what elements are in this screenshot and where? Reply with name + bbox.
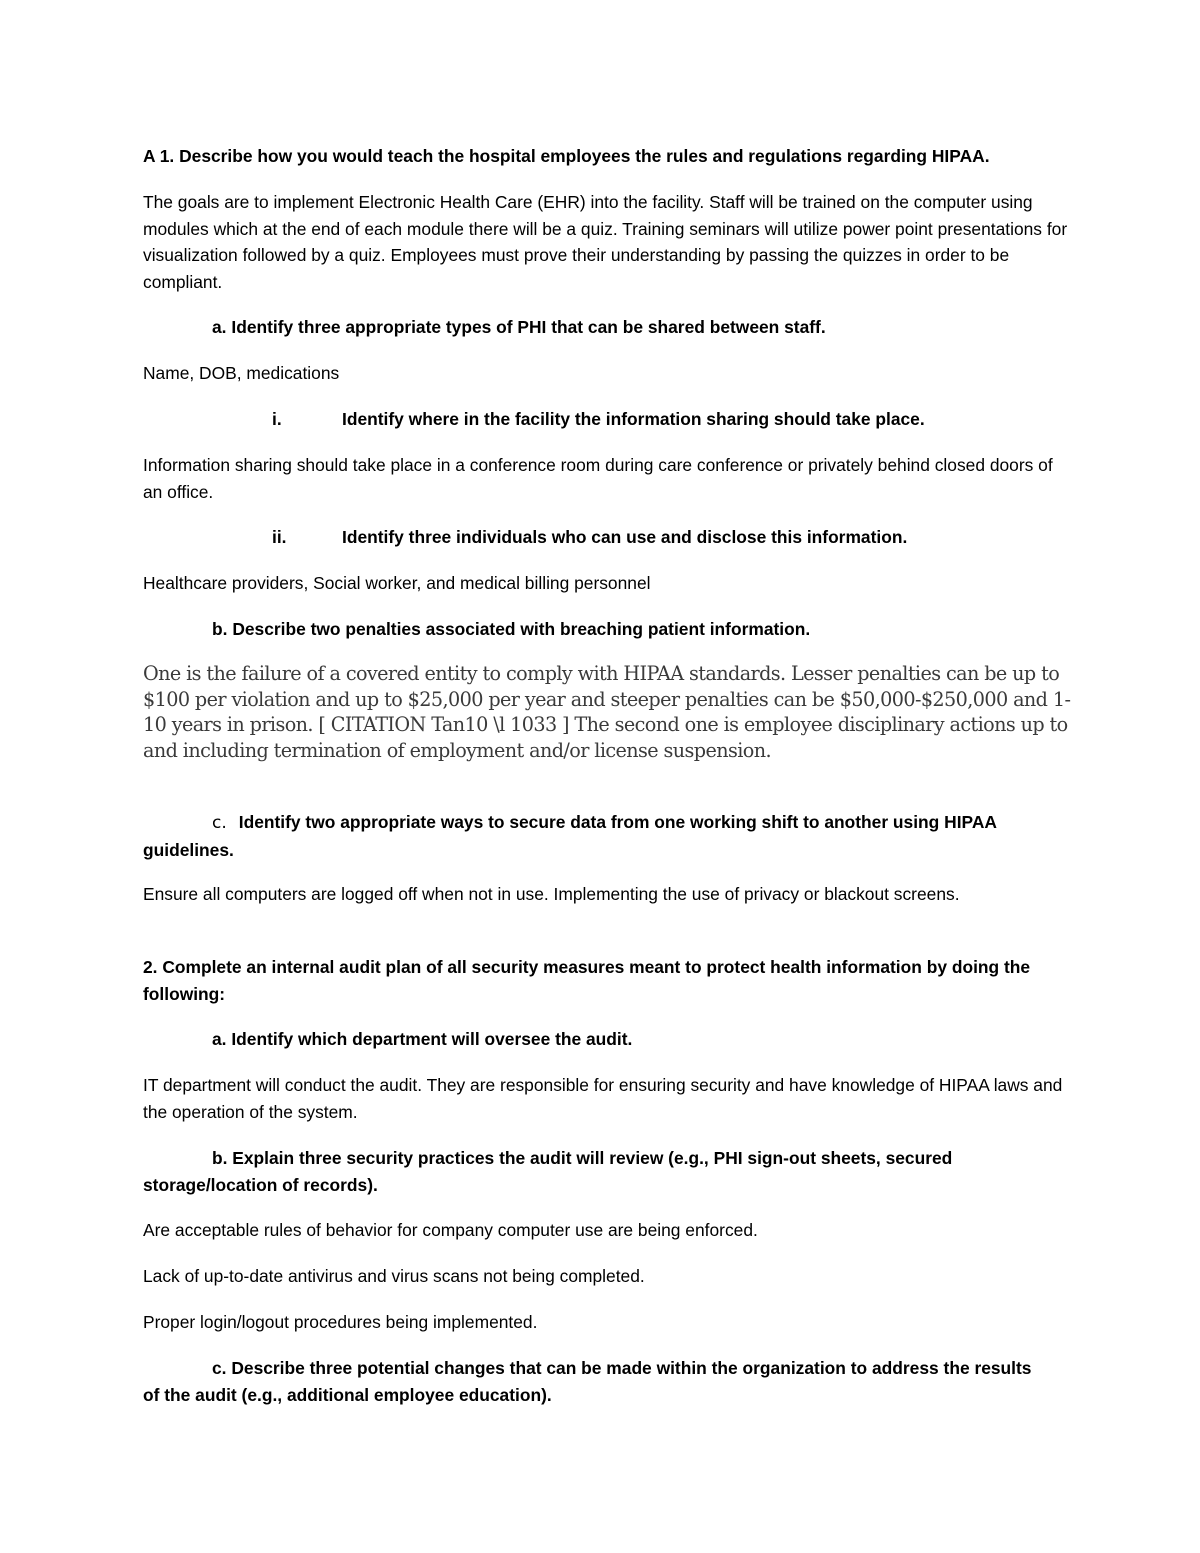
question-a-text: Identify three appropriate types of PHI that can be shared between staff. xyxy=(231,317,826,337)
answer-a: Name, DOB, medications xyxy=(143,363,340,383)
question-a xyxy=(212,314,1092,341)
question-b-marker: b. xyxy=(212,619,228,639)
question-b xyxy=(212,616,1092,643)
question-ii xyxy=(212,524,1092,551)
question-2c: c. Describe three potential changes that can be made within the organization to address the results of the audit (e.g., additional employee education). xyxy=(143,1358,1032,1405)
question-a-marker: a. xyxy=(212,317,227,337)
question-ii-marker: ii. xyxy=(272,527,287,547)
question-a1 xyxy=(143,143,1073,170)
answer-i: Information sharing should take place in a conference room during care conference or privately behind closed doors of an office. xyxy=(143,455,1053,502)
answer-2a: IT department will conduct the audit. They are responsible for ensuring security and have knowledge of HIPAA laws and the operation of the system. xyxy=(143,1075,1063,1122)
question-2: 2. Complete an internal audit plan of all security measures meant to protect health information by doing the following: xyxy=(143,957,1031,1004)
answer-ii: Healthcare providers, Social worker, and medical billing personnel xyxy=(143,573,651,593)
question-2b: b. Explain three security practices the audit will review (e.g., PHI sign-out sheets, secured storage/location of records). xyxy=(143,1148,953,1195)
answer-c: Ensure all computers are logged off when not in use. Implementing the use of privacy or blackout screens. xyxy=(143,884,960,904)
question-c xyxy=(143,809,1023,863)
question-i-marker: i. xyxy=(272,409,282,429)
answer-b: One is the failure of a covered entity to comply with HIPAA standards. Lesser penalties can be up to $100 per violation and up to $25,000 per year and steeper penalties can be $50,000-$250,000 and 1-10 years in prison. [ CITATION Tan10 \l 1033 ] The second one is employee disciplinary actions up to and including termination of employment and/or license suspension. xyxy=(143,662,1071,762)
question-a1-number: A 1. xyxy=(143,146,175,166)
answer-2b-3: Proper login/logout procedures being implemented. xyxy=(143,1312,538,1332)
question-ii-text: Identify three individuals who can use and disclose this information. xyxy=(342,527,908,547)
answer-a1: The goals are to implement Electronic Health Care (EHR) into the facility. Staff will be trained on the computer using modules which at the end of each module there will be a quiz. Training seminars will utilize power point presentations for visualization followed by a quiz. Employees must prove their understanding by passing the quizzes in order to be compliant. xyxy=(143,192,1068,292)
question-2a: a. Identify which department will oversee the audit. xyxy=(212,1029,633,1049)
answer-2b-2: Lack of up-to-date antivirus and virus scans not being completed. xyxy=(143,1266,645,1286)
question-c-marker: c. xyxy=(212,813,227,833)
question-b-text: Describe two penalties associated with breaching patient information. xyxy=(232,619,811,639)
question-a1-text: Describe how you would teach the hospital employees the rules and regulations regarding HIPAA. xyxy=(179,146,990,166)
answer-2b-1: Are acceptable rules of behavior for company computer use are being enforced. xyxy=(143,1220,758,1240)
question-i-text: Identify where in the facility the information sharing should take place. xyxy=(342,409,925,429)
question-i xyxy=(212,406,1092,433)
question-c-text: Identify two appropriate ways to secure data from one working shift to another using HIPAA guidelines. xyxy=(143,812,997,860)
